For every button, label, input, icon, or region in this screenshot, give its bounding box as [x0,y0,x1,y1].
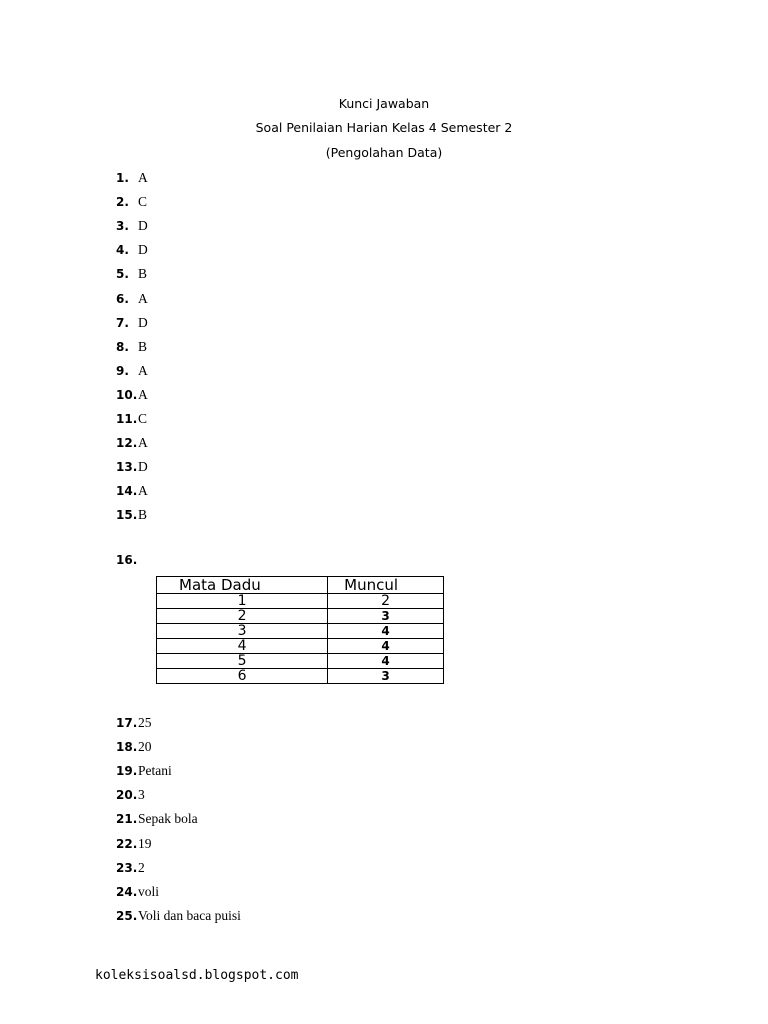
answer-number: 19. [116,764,138,779]
answer-item [116,169,148,187]
answer-value: voli [138,883,160,899]
answer-number: 24. [116,884,138,899]
answer-item [116,883,159,901]
cell-face: 1 [157,594,328,609]
answer-number: 5. [116,267,129,282]
table-row [157,624,444,639]
answer-number: 20. [116,788,138,803]
cell-face: 3 [157,624,328,639]
answer-item [116,193,147,211]
table-row [157,669,444,684]
answer-number: 7. [116,315,129,330]
answer-value: Voli dan baca puisi [138,907,241,923]
answer-number: 15. [116,508,138,523]
answer-number: 25. [116,908,138,923]
answer-item [116,434,148,452]
header-mata-dadu: Mata Dadu [157,577,328,594]
answer-number: 13. [116,460,138,475]
footer-source: koleksisoalsd.blogspot.com [95,968,299,983]
answer-item [116,810,198,828]
title-line-3: (Pengolahan Data) [325,145,443,160]
table-row [157,654,444,669]
answer-number: 17. [116,716,138,730]
cell-count: 3 [328,669,444,684]
table-header-row [157,577,444,594]
answer-value: A [138,170,148,185]
answer-number: 9. [116,363,129,378]
answer-number: 18. [116,740,138,755]
cell-count: 2 [328,594,444,609]
answer-value: A [138,435,148,451]
answer-number: 11. [116,412,138,426]
header-muncul: Muncul [328,577,444,594]
answer-item [116,835,152,853]
answer-value: B [138,266,148,282]
answer-value: 19 [138,835,152,851]
answer-item [116,786,145,804]
answer-item [116,314,148,332]
answer-item [116,714,152,732]
answer-value: A [138,483,148,499]
answer-value: B [138,338,148,354]
answer-value: Petani [138,763,172,779]
answer-item [116,241,148,259]
dice-table [156,576,444,684]
answer-item [116,458,148,476]
answer-item [116,859,145,877]
answer-value: D [138,242,148,258]
answer-value: B [138,507,148,523]
answer-item [116,506,147,524]
table-row [157,639,444,654]
table-row [157,609,444,624]
answer-value: C [138,194,148,210]
answer-value: A [138,290,148,306]
answer-value: 20 [138,739,152,755]
answer-item [116,482,148,500]
cell-count: 4 [328,654,444,669]
answer-value: D [138,314,148,330]
answer-number: 21. [116,812,138,827]
answer-value: A [138,386,148,402]
title-line-1: Kunci Jawaban [338,96,430,111]
cell-face: 6 [157,669,328,684]
answer-value: C [138,411,148,426]
answer-value: 3 [138,787,145,803]
answer-number: 2. [116,195,129,210]
cell-face: 2 [157,609,328,624]
answer-value: A [138,362,148,378]
answer-item [116,217,148,235]
answer-value: D [138,459,148,475]
answer-item [116,738,152,756]
answer-item [116,362,148,380]
answer-number: 4. [116,243,129,258]
question-16-label: 16. [116,553,138,567]
answer-number: 12. [116,436,138,451]
answer-value: 25 [138,715,152,730]
answer-item [116,762,172,780]
cell-face: 5 [157,654,328,669]
cell-count: 3 [328,609,444,624]
answer-item [116,907,241,925]
answer-value: Sepak bola [138,811,198,827]
cell-count: 4 [328,639,444,654]
answer-number: 8. [116,339,129,354]
answer-number: 3. [116,219,129,234]
answer-item [116,290,148,308]
answer-number: 23. [116,860,138,875]
answer-number: 14. [116,484,138,499]
cell-count: 4 [328,624,444,639]
answer-item [116,338,147,356]
answer-item [116,410,147,428]
cell-face: 4 [157,639,328,654]
table-row [157,594,444,609]
answer-number: 10. [116,387,138,402]
answer-value: 2 [138,859,145,875]
answer-number: 22. [116,836,138,851]
answer-item [116,265,147,283]
answer-value: D [138,218,148,234]
title-line-2: Soal Penilaian Harian Kelas 4 Semester 2 [255,120,513,135]
answer-number: 1. [116,171,129,185]
answer-item [116,386,148,404]
answer-number: 6. [116,291,129,306]
